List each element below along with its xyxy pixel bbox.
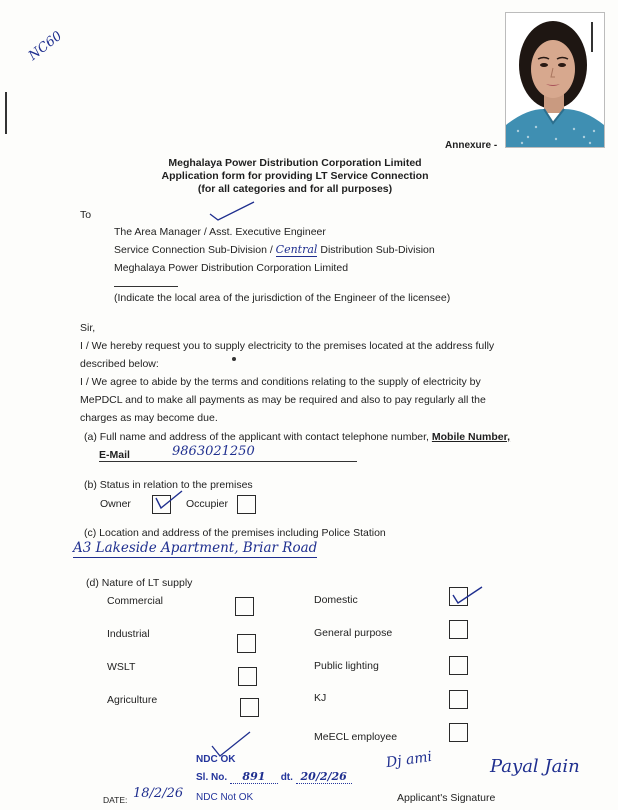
supply-option-commercial: Commercial [107, 595, 164, 607]
supply-option-industrial: Industrial [107, 628, 150, 640]
ndc-not-ok-stamp: NDC Not OK [196, 792, 254, 803]
applicant-signature: Payal Jain [490, 756, 580, 777]
agree-para-line3: charges as may become due. [80, 412, 218, 424]
addressee-line2 [114, 243, 435, 256]
kj-checkbox[interactable] [449, 690, 468, 709]
applicant-photo [505, 12, 605, 148]
supply-option-general-purpose: General purpose [314, 627, 393, 639]
agriculture-checkbox[interactable] [240, 698, 259, 717]
agree-para-line2: MePDCL and to make all payments as may be required and also to pay regularly all the [80, 394, 486, 406]
jurisdiction-blank-line [114, 286, 178, 287]
photo-edge-mark [591, 22, 593, 52]
signature-label: Applicant's Signature [397, 792, 496, 804]
date-label: DATE: [103, 795, 128, 805]
owner-label: Owner [100, 498, 131, 510]
to-label: To [80, 209, 92, 221]
ink-dot [232, 357, 236, 361]
supply-option-public-lighting: Public lighting [314, 660, 379, 672]
sl-no-label: Sl. No. [196, 772, 228, 783]
section-a-text: (a) Full name and address of the applicant with contact telephone number, [84, 431, 429, 443]
dt-label: dt. [280, 772, 293, 783]
official-initials: Dj ami [385, 748, 434, 772]
supply-option-agriculture: Agriculture [107, 694, 158, 706]
supply-option-kj: KJ [314, 692, 327, 704]
mecl-employee-checkbox[interactable] [449, 723, 468, 742]
annexure-label: Annexure - [445, 140, 498, 151]
supply-option-wslt: WSLT [107, 661, 136, 673]
occupier-checkbox[interactable] [237, 495, 256, 514]
org-title: Meghalaya Power Distribution Corporation Limited [168, 157, 422, 169]
domestic-check-mark [446, 582, 486, 608]
salutation: Sir, [80, 322, 96, 334]
section-d-label: (d) Nature of LT supply [86, 577, 193, 589]
industrial-checkbox[interactable] [237, 634, 256, 653]
margin-mark [5, 92, 7, 134]
form-title: Application form for providing LT Service Connection [161, 170, 429, 182]
section-b-label: (b) Status in relation to the premises [84, 479, 253, 491]
subdivision-handwritten: Central [275, 243, 318, 256]
sl-no-value: 891 [230, 770, 278, 784]
request-para-line2: described below: [80, 358, 159, 370]
commercial-checkbox[interactable] [235, 597, 254, 616]
supply-option-mecl-employee: MeECL employee [314, 731, 398, 743]
dt-value: 20/2/26 [296, 770, 352, 784]
addressee-line2-b: Distribution Sub-Division [320, 244, 435, 256]
section-c-label: (c) Location and address of the premises including Police Station [84, 527, 386, 539]
jurisdiction-note: (Indicate the local area of the jurisdiction of the Engineer of the licensee) [114, 292, 451, 304]
supply-option-domestic: Domestic [314, 594, 358, 606]
public-lighting-checkbox[interactable] [449, 656, 468, 675]
addressee-line2-a: Service Connection Sub-Division / [114, 244, 273, 256]
side-note: NC60 [26, 28, 66, 64]
tick-mark-to [208, 200, 258, 222]
phone-handwritten[interactable]: 9863021250 [172, 444, 255, 459]
date-handwritten[interactable]: 18/2/26 [133, 786, 184, 801]
wslt-checkbox[interactable] [238, 667, 257, 686]
applicant-photo-image [506, 13, 604, 147]
form-subtitle: (for all categories and for all purposes) [197, 183, 393, 195]
owner-check-mark [150, 488, 184, 514]
section-a-label [84, 431, 510, 443]
agree-para-line1: I / We agree to abide by the terms and conditions relating to the supply of electricity by [80, 376, 481, 388]
premises-address-handwritten[interactable]: A3 Lakeside Apartment, Briar Road [73, 540, 318, 556]
occupier-label: Occupier [186, 498, 229, 510]
addressee-line3: Meghalaya Power Distribution Corporation Limited [114, 262, 349, 274]
ndc-serial-row [196, 770, 352, 784]
email-label: E-Mail [99, 449, 130, 461]
general-purpose-checkbox[interactable] [449, 620, 468, 639]
request-para-line1: I / We hereby request you to supply electricity to the premises located at the address fully [80, 340, 495, 352]
addressee-line1: The Area Manager / Asst. Executive Engineer [114, 226, 326, 238]
ndc-ok-stamp: NDC OK [196, 754, 236, 765]
mobile-number-label: Mobile Number, [431, 431, 511, 443]
email-field-line [99, 461, 357, 462]
